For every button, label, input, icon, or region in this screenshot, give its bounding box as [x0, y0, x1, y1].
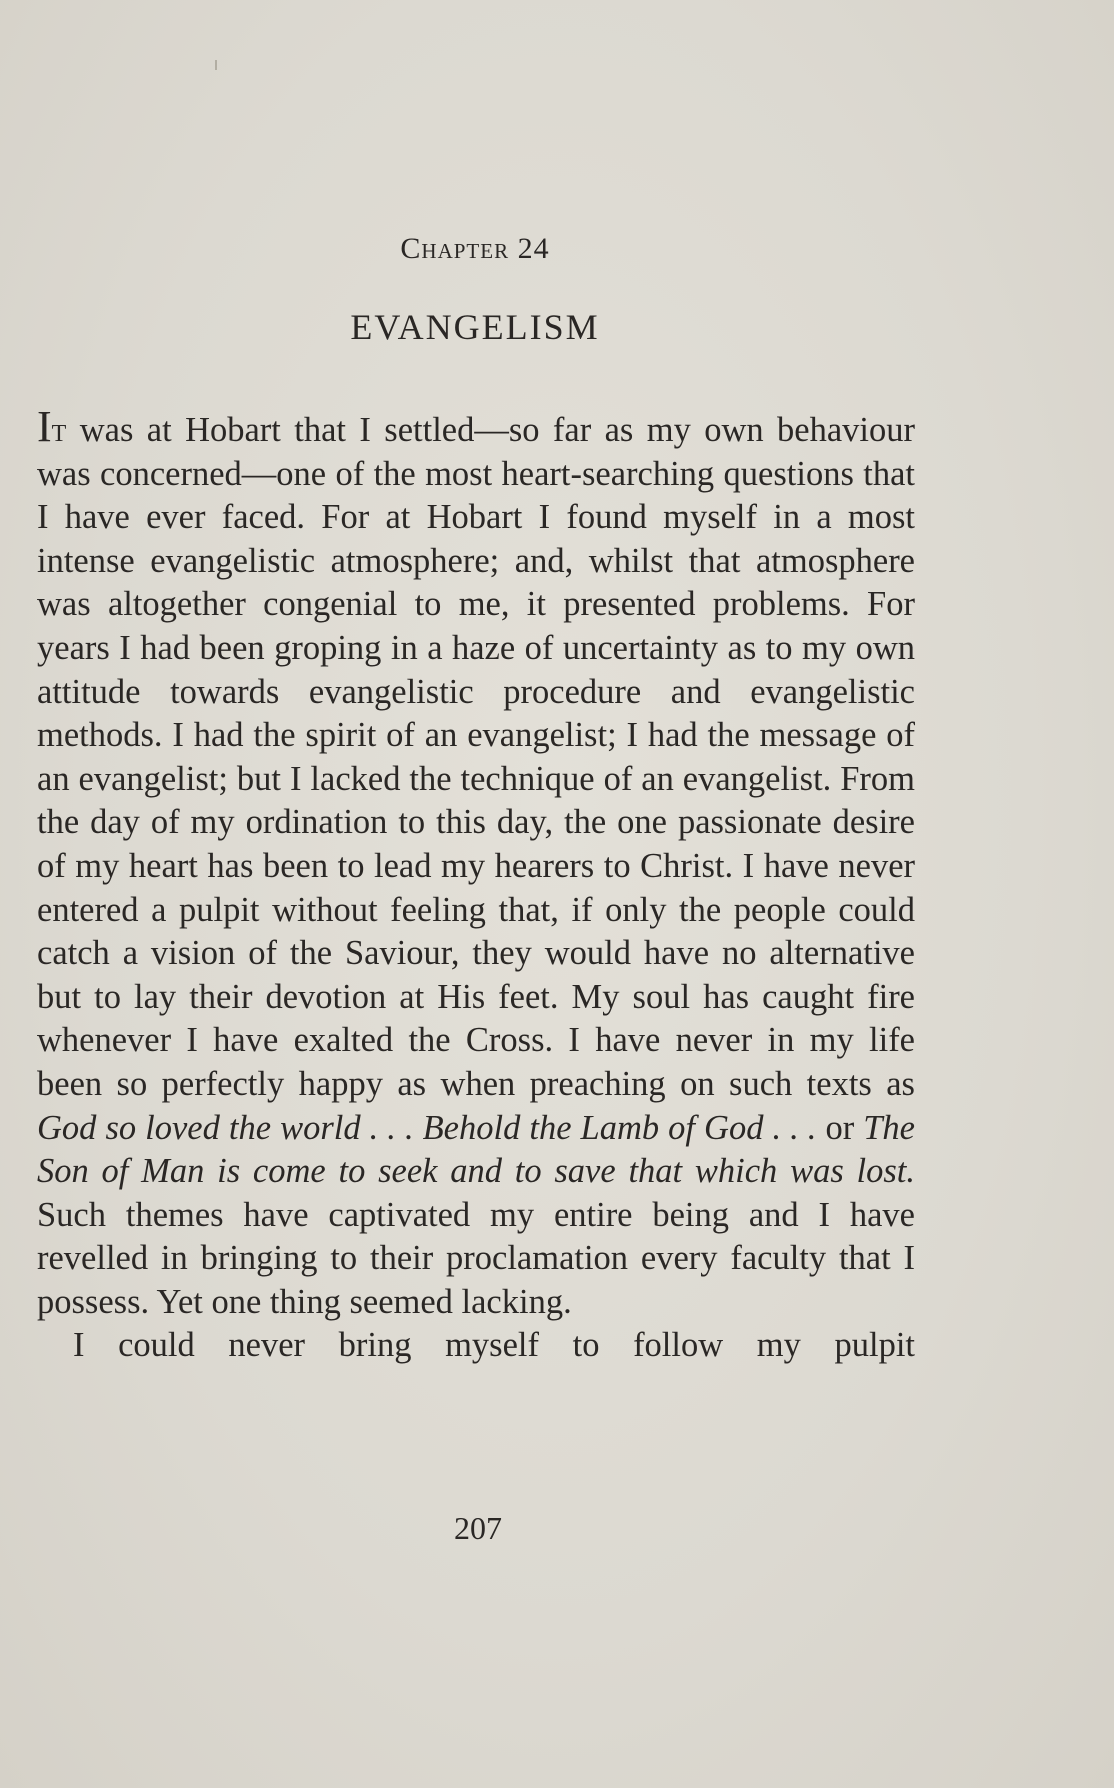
italic-scripture-2: The Son of Man is come to seek and to save that which was lost.: [37, 1108, 915, 1191]
chapter-label: Chapter 24: [400, 232, 550, 265]
initial-word-rest: t: [51, 411, 67, 449]
paragraph-1-text-b: or: [816, 1108, 864, 1147]
paragraph-1: [37, 402, 915, 1324]
initial-letter: I: [37, 402, 52, 451]
paper-speck: [215, 60, 217, 70]
body-text: [37, 402, 915, 1368]
drop-initial-word: [37, 402, 67, 451]
chapter-title: EVANGELISM: [350, 307, 600, 347]
paragraph-1-text-c: Such themes have captivated my entire being and I have revelled in bringing to their proclamation every faculty that I possess. Yet one thing seemed lacking.: [37, 1195, 915, 1321]
page-number: 207: [454, 1510, 502, 1546]
paragraph-1-text-a: was at Hobart that I settled—so far as my own behaviour was concerned—one of the most heart-searching questions that I have ever faced. For at Hobart I found myself in a most intense evangelistic atmosphere; and, whilst that atmosphere was altogether congenial to me, it presented problems. For years I had been groping in a haze of uncertainty as to my own attitude towards evangelistic procedure and evangelistic methods. I had the spirit of an evangelist; I had the message of an evangelist; but I lacked the technique of an evangelist. From the day of my ordination to this day, the one passionate desire of my heart has been to lead my hearers to Christ. I have never entered a pulpit without feeling that, if only the people could catch a vision of the Saviour, they would have no alternative but to lay their devotion at His feet. My soul has caught fire whenever I have exalted the Cross. I have never in my life been so perfectly happy as when preaching on such texts as: [37, 411, 915, 1103]
italic-scripture-1: God so loved the world . . . Behold the Lamb of God . . .: [37, 1108, 817, 1147]
paragraph-2: I could never bring myself to follow my pulpit: [73, 1326, 915, 1365]
